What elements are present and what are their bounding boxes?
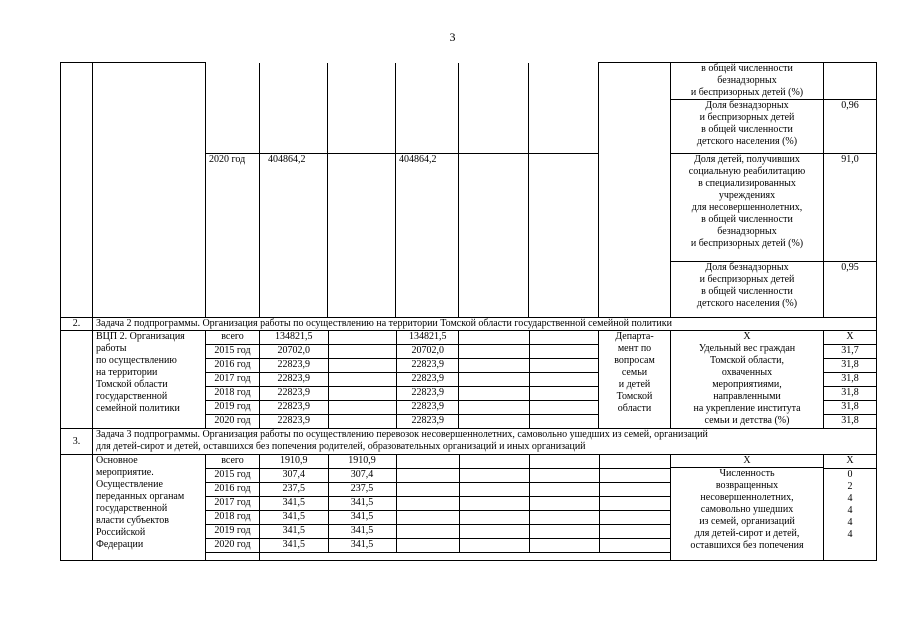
executor-cell <box>599 63 671 318</box>
indicator-cell: в общей численности безнадзорных и беспризорных детей (%) <box>671 63 824 100</box>
task-title: Задача 2 подпрограммы. Организация работы по осуществлению на территории Томской области государственной семейной политики <box>93 318 877 331</box>
indicator-value: 91,0 <box>824 154 877 262</box>
task-title: Задача 3 подпрограммы. Организация работы по осуществлению перевозок несовершеннолетних, самовольно ушедших из семей, организаций для детей-сирот и детей, оставшихся без попечения родителей, образовательных организаций и иных организаций <box>93 429 877 455</box>
indicator-cell: Доля безнадзорных и беспризорных детей в общей численности детского населения (%) <box>671 262 824 318</box>
year-cell: 2020 год <box>206 154 260 318</box>
indicator-values: Х 0 2 4 4 4 4 <box>824 455 877 561</box>
funding-columns: 134821,5 134821,5 20702,0 20702,0 22823,9 22823,9 22823,9 22823,9 22823,9 22823,9 22823,9 22823,9 22823,9 22823,9 <box>260 331 459 429</box>
executor: Департа- мент по вопросам семьи и детей Томской области <box>599 331 671 429</box>
other-sources <box>459 331 599 429</box>
indicator-value: 0,96 <box>824 100 877 154</box>
year-column: всего 2015 год 2016 год 2017 год 2018 год 2019 год 2020 год <box>206 331 260 429</box>
program-name: ВЦП 2. Организация работы по осуществлению на территории Томской области государственной семейной политики <box>93 331 206 429</box>
year-column: всего 2015 год 2016 год 2017 год 2018 год 2019 год 2020 год <box>206 455 260 561</box>
indicator: Х Удельный вес граждан Томской области, охваченных мероприятиями, направленными на укрепление института семьи и детства (%) <box>671 331 824 429</box>
total-cell: 404864,2 <box>260 154 328 318</box>
measure-name: Основное мероприятие. Осуществление переданных органам государственной власти субъектов Российской Федерации <box>93 455 206 561</box>
name-cell <box>93 63 206 318</box>
indicator: Х Численность возвращенных несовершеннолетних, самовольно ушедших из семей, организаций для детей-сирот и детей, оставшихся без попечения <box>671 455 824 561</box>
task-number: 2. <box>61 318 93 331</box>
num-cell <box>61 63 93 318</box>
indicator-cell: Доля безнадзорных и беспризорных детей в общей численности детского населения (%) <box>671 100 824 154</box>
indicator-values: Х 31,7 31,8 31,8 31,8 31,8 31,8 <box>824 331 877 429</box>
regional-cell: 404864,2 <box>396 154 459 318</box>
funding-columns: 1910,9 1910,9 307,4 307,4 237,5 237,5 341,5 341,5 341,5 341,5 341,5 341,5 341,5 341,5 <box>260 455 671 561</box>
indicator-cell: Доля детей, получивших социальную реабилитацию в специализированных учреждениях для несовершеннолетних, в общей численности безнадзорных и беспризорных детей (%) <box>671 154 824 262</box>
task-number: 3. <box>61 429 93 455</box>
program-table <box>60 62 877 561</box>
page-number: 3 <box>449 30 456 44</box>
indicator-value: 0,95 <box>824 262 877 318</box>
